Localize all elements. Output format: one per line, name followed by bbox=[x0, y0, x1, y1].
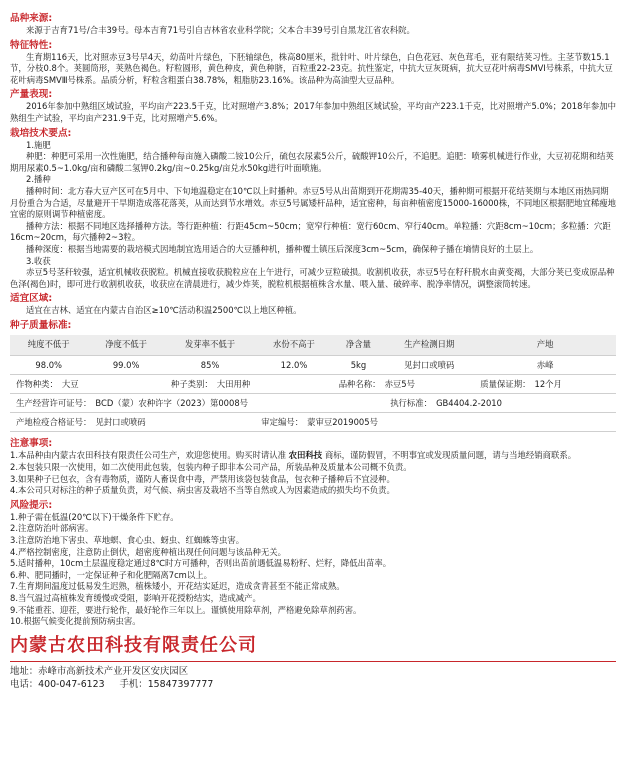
header-purity: 纯度不低于 bbox=[10, 335, 87, 356]
sowing-depth-text: 播种深度：根据当地需要的栽培模式因地制宜选用适合的大豆播种机，播种覆土镇压后深度3cm~5cm，确保种子播在墒情良好的土层上。 bbox=[26, 243, 539, 254]
notice-title: 注意事项: bbox=[10, 438, 53, 450]
company-contact bbox=[10, 678, 616, 691]
sowing-method-text: 播种方法：根据不同地区选择播种方法。等行距种植：行距45cm~50cm；宽窄行种植：宽行60cm、窄行40cm。单粒播：穴距8cm~10cm；多粒播：穴距16cm~20cm，每穴播种2~3粒。 bbox=[10, 220, 611, 243]
seed-kind-label: 种子类别： bbox=[170, 378, 213, 389]
variety-name-value: 赤豆5号 bbox=[384, 378, 416, 389]
risk-item: 10.根据气候变化提前预防病虫害。 bbox=[10, 616, 141, 627]
license-cell bbox=[10, 394, 384, 413]
sowing-time-text: 播种时间：北方春大豆产区可在5月中、下旬地温稳定在10℃以上时播种。赤豆5号从出苗期到开花期需35-40天，播种期可根据开花结荚期与本地区雨热同期月份重合为合适，尽量避开干旱期造成落花落荚，从而达到节水增效。赤豆5号属矮杆品种，适宜密种，每亩种植密度15000-16000株，不同地区根据肥地宜稀瘦地宜密的原则调节种植密度。 bbox=[10, 185, 617, 220]
variety-name-cell bbox=[333, 375, 475, 394]
crop-type-label: 作物种类： bbox=[16, 378, 58, 389]
variety-name-label: 品种名称： bbox=[338, 378, 381, 389]
value-purity: 98.0% bbox=[10, 356, 87, 375]
risk-item: 9.不能重茬、迎茬，要进行轮作，最好轮作三年以上。谨慎使用除草剂，严格避免除草剂药害。 bbox=[10, 604, 362, 615]
risk-item: 6.种、肥同播时，一定保证种子和化肥隔离7cm以上。 bbox=[10, 569, 212, 580]
header-moisture: 水份不高于 bbox=[255, 335, 332, 356]
cultivation-title: 栽培技术要点: bbox=[10, 127, 72, 139]
company-name: 内蒙古农田科技有限责任公司 bbox=[10, 634, 257, 656]
value-net-weight: 5kg bbox=[333, 356, 385, 375]
company-address bbox=[10, 665, 616, 678]
region-text: 适宜在吉林、适宜在内蒙古自治区≥10℃活动积温2500℃以上地区种植。 bbox=[26, 305, 302, 316]
notice-item-3: 3.如果种子已包衣，含有毒物质，谨防人畜误食中毒，严禁用该袋包装食品，包衣种子播种后不宜浸种。 bbox=[10, 473, 395, 484]
brand-trademark: 农田科技 bbox=[288, 450, 323, 461]
standard-label: 执行标准： bbox=[390, 397, 433, 408]
risk-item: 3.注意防治地下害虫、草地螟、食心虫、蚜虫、红蜘蛛等虫害。 bbox=[10, 534, 245, 545]
value-moisture: 12.0% bbox=[255, 356, 332, 375]
notice-item-1 bbox=[10, 450, 616, 462]
quality-values-row bbox=[10, 356, 616, 375]
source-text: 来源于吉育71号/合丰39号。母本吉育71号引自吉林省农业科学院；父本合丰39号引自黑龙江省农科院。 bbox=[26, 25, 415, 35]
footer-divider bbox=[10, 661, 616, 662]
fertilize-heading: 1.施肥 bbox=[26, 139, 51, 150]
shelf-life-cell bbox=[474, 375, 616, 394]
approval-value: 蒙审豆2019005号 bbox=[307, 416, 378, 427]
header-test-date: 生产检测日期 bbox=[384, 335, 474, 356]
risk-title: 风险提示: bbox=[10, 499, 53, 511]
address-label: 地址： bbox=[10, 665, 39, 677]
source-title: 品种来源: bbox=[10, 13, 53, 24]
region-title: 适宜区域: bbox=[10, 293, 53, 305]
quality-table bbox=[10, 335, 616, 433]
seed-kind-value: 大田用种 bbox=[216, 378, 251, 389]
notice-item-2: 2.本包装只限一次使用，如二次使用此包装，包装内种子即非本公司产品，所装品种及质量本公司概不负责。 bbox=[10, 461, 412, 472]
notice-item-4: 4.本公司只对标注的种子质量负责，对气候、病虫害及栽培不当等自然或人为因素造成的损失均不负责。 bbox=[10, 485, 395, 496]
fertilize-text: 种肥：种肥可采用一次性施肥，结合播种每亩施入磷酸二铵10公斤，硫包衣尿素5公斤，硫酸钾10公斤，不追肥。追肥：喷雾机械进行作业，大豆初花期和结荚期用尿素0.5~1.0kg/亩和磷酸二氢钾0.2kg/亩~0.25kg/亩兑水50kg进行叶面喷施。 bbox=[10, 151, 614, 173]
standard-value: GB4404.2-2010 bbox=[436, 397, 502, 408]
standard-cell bbox=[384, 394, 616, 413]
crop-type-cell bbox=[10, 375, 165, 394]
approval-label: 审定编号： bbox=[261, 416, 304, 427]
phone-value: 400-047-6123 bbox=[38, 678, 105, 690]
quality-info-row-1 bbox=[10, 375, 616, 394]
approval-cell bbox=[255, 413, 616, 432]
license-label: 生产经营许可证号： bbox=[16, 397, 92, 408]
harvest-text: 赤豆5号茎秆较强，适宜机械收获脱粒。机械直接收获脱粒应在上午进行，可减少豆粒破损。收割机收获，赤豆5号在籽秆脱水由黄变褐，大部分荚已变成原品种色泽(褐色)时，即可进行收割机收获，收获应在清晨进行，减少炸荚，脱粒机根据植株含水量、喂入量、破碎率、脱净率情况，调整滚筒转速。 bbox=[10, 267, 615, 289]
risk-item: 7.生育期间温度过低易发生迟熟，植株矮小，开花结实延迟，造成贪青甚至不能正常成熟。 bbox=[10, 581, 345, 592]
risk-item: 2.注意防治叶部病害。 bbox=[10, 523, 94, 534]
header-origin: 产地 bbox=[474, 335, 616, 356]
header-germination: 发芽率不低于 bbox=[165, 335, 255, 356]
quality-info-row-3 bbox=[10, 413, 616, 432]
notice-item-1-tail: 商标，谨防假冒，不明事宜或发现质量问题，请与当地经销商联系。 bbox=[324, 450, 577, 461]
traits-text: 生育期116天，比对照赤豆3号早4天，幼苗叶片绿色，下胚轴绿色，株高80厘米，批针叶、叶片绿色，白色花冠、灰色茸毛，亚有限结荚习性。主茎节数15.1节，分枝0.8个。荚圆筒形，荚熟色褐色。籽粒圆形，黄色种皮，黄色种脐，百粒重22-23克。抗性鉴定，中抗大豆灰斑病，抗大豆花叶病毒SMVⅠ号株系，中抗大豆花叶病毒SMVⅢ号株系。品质分析，籽粒含粗蛋白38.78%，粗脂肪23.16%。该品种为高油型大豆品种。 bbox=[10, 51, 613, 85]
yield-text: 2016年参加中熟组区域试验，平均亩产223.5千克，比对照增产3.8%；2017年参加中熟组区域试验，平均亩产223.1千克，比对照增产5.0%；2018年参加中熟组生产试验，平均亩产231.9千克，比对照增产5.6%。 bbox=[10, 101, 616, 123]
header-net-weight: 净含量 bbox=[333, 335, 385, 356]
phone-label: 电话： bbox=[10, 678, 39, 690]
risk-item: 1.种子需在低温(20℃以下)干燥条件下贮存。 bbox=[10, 511, 179, 522]
risk-item: 5.适时播种，10cm土层温度稳定通过8℃时方可播种，否则出苗前遇低温易粉籽、烂籽，降低出苗率。 bbox=[10, 558, 392, 569]
crop-type-value: 大豆 bbox=[61, 378, 79, 389]
quarantine-cell bbox=[10, 413, 255, 432]
header-cleanness: 净度不低于 bbox=[87, 335, 164, 356]
quality-header-row bbox=[10, 335, 616, 356]
value-origin: 赤峰 bbox=[474, 356, 616, 375]
notice-item-1-text: 1.本品种由内蒙古农田科技有限责任公司生产，欢迎您使用。购买时请认准 bbox=[10, 450, 286, 461]
license-value: BCD（蒙）农种许字（2023）第0008号 bbox=[95, 397, 249, 408]
seed-kind-cell bbox=[165, 375, 333, 394]
quality-info-row-2 bbox=[10, 394, 616, 413]
mobile-value: 15847397777 bbox=[147, 678, 214, 690]
risk-item: 8.当气温过高植株发育缓慢或受阻，影响开花授粉结实，造成减产。 bbox=[10, 592, 261, 603]
yield-title: 产量表现: bbox=[10, 89, 53, 101]
address-value: 赤峰市高新技术产业开发区安庆园区 bbox=[38, 665, 189, 677]
mobile-label: 手机： bbox=[119, 678, 148, 690]
traits-title: 特征特性: bbox=[10, 39, 53, 51]
risk-item: 4.严格控制密度，注意防止倒伏，超密度种植出现任何问题与该品种无关。 bbox=[10, 546, 286, 557]
shelf-life-label: 质量保证期： bbox=[480, 378, 531, 389]
sowing-heading: 2.播种 bbox=[26, 174, 51, 185]
quarantine-value: 见封口或喷码 bbox=[95, 416, 146, 427]
value-test-date: 见封口或喷码 bbox=[384, 356, 474, 375]
harvest-heading: 3.收获 bbox=[26, 255, 51, 266]
value-germination: 85% bbox=[165, 356, 255, 375]
quarantine-label: 产地检疫合格证号： bbox=[16, 416, 92, 427]
value-cleanness: 99.0% bbox=[87, 356, 164, 375]
shelf-life-value: 12个月 bbox=[534, 378, 562, 389]
quality-title: 种子质量标准: bbox=[10, 319, 72, 331]
